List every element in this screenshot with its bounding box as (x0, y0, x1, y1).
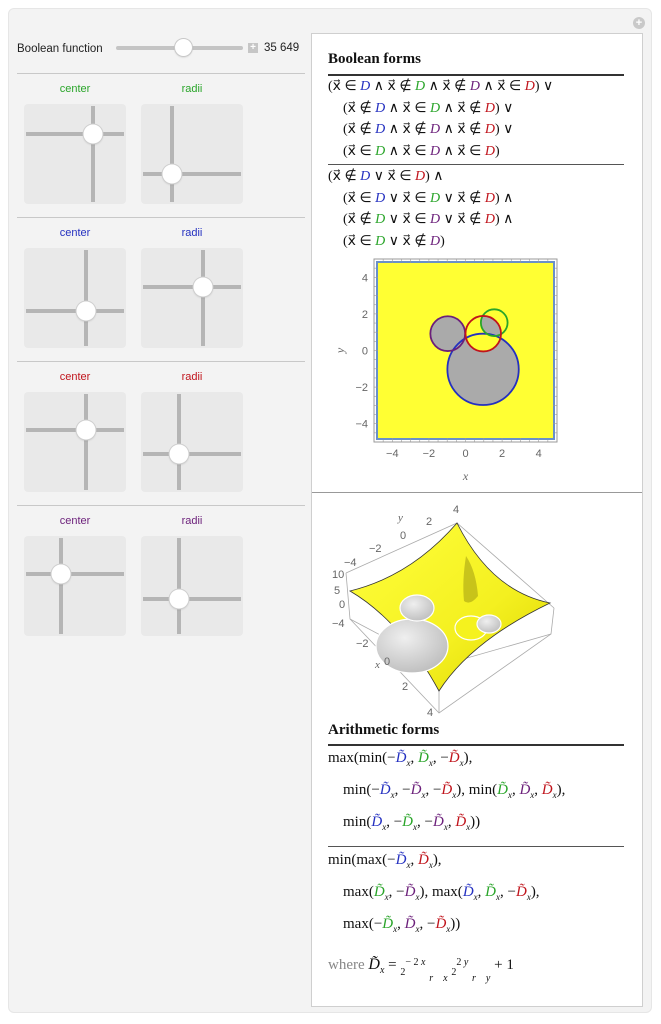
axis-tick-label: −2 (356, 638, 369, 650)
set-symbol-green: D (375, 212, 386, 227)
expression-line: $\min(\max(-D̃_x$, $D̃_x$), (328, 852, 442, 870)
separator (17, 73, 305, 74)
set-symbol-red: D (484, 212, 495, 227)
boolean-forms-title: Boolean forms (328, 51, 421, 67)
set-symbol-red: D̃ (417, 852, 429, 868)
set-symbol-green: D̃ (497, 782, 508, 798)
hole-purple (400, 595, 434, 621)
radii-label: radii (181, 371, 203, 383)
slider-knob[interactable] (84, 125, 103, 144)
set-symbol-blue: D̃ (395, 750, 407, 766)
set-symbol-red: D (415, 169, 426, 184)
slider-h-track (26, 428, 124, 432)
set-symbol-green: D (375, 143, 386, 159)
radii-label: radii (181, 227, 203, 239)
set-symbol-purple: D (469, 79, 480, 94)
expression-line: (x⃗ ∈ D ∧ x⃗ ∉ D ∧ x⃗ ∉ D ∧ x⃗ ∈ D) ∨ (328, 79, 554, 94)
x-tick-label: 0 (462, 448, 469, 460)
slider-knob[interactable] (194, 278, 213, 297)
axis-tick-label: 0 (339, 599, 346, 611)
center-2d-slider[interactable] (24, 248, 126, 348)
axis-tick-label: 0 (384, 656, 391, 668)
where-label: where (328, 957, 365, 973)
set-symbol-green: D̃ (417, 750, 429, 766)
y-tick-label: 0 (361, 345, 368, 358)
slider-knob[interactable] (51, 565, 70, 584)
expression-line: (x⃗ ∉ D ∧ x⃗ ∉ D ∧ x⃗ ∉ D) ∨ (343, 122, 514, 137)
slider-thumb[interactable] (175, 39, 192, 56)
set-symbol-purple: D (430, 143, 441, 159)
x-axis-label: x (462, 469, 469, 483)
set-symbol-blue: D (375, 190, 386, 206)
set-symbol-red: D̃ (541, 782, 553, 798)
set-symbol-red: D̃ (455, 814, 467, 830)
set-symbol-green: D (430, 190, 441, 206)
expression-line: (x⃗ ∉ D ∧ x⃗ ∈ D ∧ x⃗ ∉ D) ∨ (343, 100, 514, 116)
center-label: center (59, 515, 91, 527)
x-tick-label: −2 (422, 448, 436, 460)
radii-label: radii (181, 515, 203, 527)
slider-knob[interactable] (169, 590, 188, 609)
center-2d-slider[interactable] (24, 536, 126, 636)
slider-h-track (143, 285, 241, 289)
axis-tick-label: 2 (402, 681, 409, 693)
form-rule (328, 846, 624, 847)
set-symbol-blue: D̃ (371, 814, 383, 830)
set-symbol-purple: D (430, 233, 441, 249)
slider-knob[interactable] (162, 165, 181, 184)
axis-tick-label: 10 (332, 569, 345, 581)
set-symbol-purple: D̃ (404, 916, 416, 932)
slider-knob[interactable] (169, 445, 188, 464)
slider-knob[interactable] (77, 302, 96, 321)
set-symbol-purple: D̃ (519, 782, 531, 798)
set-symbol-purple: D (430, 212, 441, 227)
set-symbol-red: D (484, 190, 495, 206)
expression-line: (x⃗ ∈ D ∧ x⃗ ∈ D ∧ x⃗ ∈ D) (343, 143, 500, 159)
set-symbol-red: D (524, 79, 535, 94)
slider-h-track (143, 597, 241, 601)
region-plot-2d (320, 254, 570, 494)
y-tick-label: −2 (355, 382, 368, 395)
x-tick-label: 2 (499, 448, 506, 460)
y-axis-label: y (333, 347, 347, 354)
y-tick-label: 2 (361, 308, 368, 321)
set-symbol-green: D̃ (485, 884, 496, 900)
axis-tick-label: y (398, 512, 403, 524)
set-symbol-red: D (484, 143, 495, 159)
boolean-function-label: Boolean function (17, 43, 103, 55)
axis-tick-label: 5 (334, 585, 341, 597)
plot-separator (312, 492, 642, 493)
y-tick-label: 4 (361, 272, 368, 285)
d-tilde-symbol: $D̃_x$ (368, 956, 385, 977)
slider-expand-plus-icon[interactable]: + (248, 43, 258, 53)
slider-h-track (143, 172, 241, 176)
surface-plot-3d (320, 504, 590, 734)
output-panel (311, 33, 643, 1007)
form-rule (328, 164, 624, 165)
slider-v-track (177, 394, 181, 490)
exp-numerator-y: 2 y (456, 957, 469, 968)
set-symbol-green: D̃ (373, 884, 385, 900)
arithmetic-forms-title: Arithmetic forms (328, 722, 440, 738)
slider-knob[interactable] (77, 421, 96, 440)
separator (17, 217, 305, 218)
separator (17, 361, 305, 362)
set-symbol-blue: D (360, 169, 371, 184)
axis-tick-label: −4 (344, 557, 357, 569)
set-symbol-purple: D̃ (404, 884, 416, 900)
title-rule (328, 74, 624, 76)
center-2d-slider[interactable] (24, 392, 126, 492)
slider-v-track (201, 250, 205, 346)
exp-numerator-x: − 2 x (405, 957, 426, 968)
separator (17, 505, 305, 506)
expression-line: (x⃗ ∉ D ∨ x⃗ ∈ D ∨ x⃗ ∉ D) ∧ (343, 212, 514, 227)
slider-h-track (26, 309, 124, 313)
slider-h-track (143, 452, 241, 456)
expression-line: (x⃗ ∉ D ∨ x⃗ ∈ D) ∧ (328, 169, 444, 184)
axis-tick-label: x (375, 659, 380, 671)
expression-line: $\max(\min(-D̃_x$, $D̃_x$, $-D̃_x$), (328, 750, 473, 768)
center-label: center (59, 227, 91, 239)
radii-2d-slider[interactable] (141, 104, 243, 204)
exp-base: 2 (451, 967, 457, 978)
radii-2d-slider[interactable] (141, 248, 243, 348)
expression-line: $\max(D̃_x$, $-D̃_x$), $\max(D̃_x$, $D̃_x$, $-D̃_x$), (343, 884, 540, 902)
set-symbol-blue: D̃ (395, 852, 407, 868)
set-symbol-blue: D̃ (462, 884, 474, 900)
where-definition (328, 956, 514, 984)
set-symbol-red: D (484, 100, 495, 116)
radii-label: radii (181, 83, 203, 95)
set-symbol-green: D (375, 233, 386, 249)
slider-v-track (91, 106, 95, 202)
set-symbol-purple: D (430, 122, 441, 137)
axis-tick-label: 2 (426, 516, 433, 528)
slider-v-track (170, 106, 174, 202)
axis-tick-label: 4 (453, 504, 460, 516)
set-symbol-green: D̃ (402, 814, 413, 830)
set-symbol-purple: D̃ (410, 782, 422, 798)
set-symbol-green: D̃ (382, 916, 394, 932)
set-symbol-blue: D (375, 122, 386, 137)
radii-2d-slider[interactable] (141, 536, 243, 636)
set-symbol-red: D̃ (515, 884, 527, 900)
axis-tick-label: −4 (332, 618, 345, 630)
slider-v-track (84, 394, 88, 490)
expression-line: (x⃗ ∈ D ∨ x⃗ ∈ D ∨ x⃗ ∉ D) ∧ (343, 190, 514, 206)
options-plus-icon[interactable]: + (633, 17, 645, 29)
expression-line: $\max(-D̃_x$, $D̃_x$, $-D̃_x$)) (343, 916, 461, 934)
center-label: center (59, 371, 91, 383)
equals-sign: = (388, 957, 397, 973)
hole-green (477, 615, 501, 633)
expression-line: $\min(-D̃_x$, $-D̃_x$, $-D̃_x$), $\min(D̃_x$, $D̃_x$, $D̃_x$), (343, 782, 566, 800)
set-symbol-red: D̃ (448, 750, 460, 766)
set-symbol-green: D (430, 100, 441, 116)
slider-v-track (177, 538, 181, 634)
plus-one: + 1 (494, 957, 514, 973)
set-symbol-green: D (415, 79, 426, 94)
set-symbol-purple: D̃ (432, 814, 444, 830)
set-symbol-blue: D (360, 79, 371, 94)
set-symbol-red: D (484, 122, 495, 137)
x-tick-label: 4 (535, 448, 542, 460)
exp-denominator-y: r y (472, 973, 491, 984)
expression-line: (x⃗ ∈ D ∨ x⃗ ∉ D) (343, 233, 445, 249)
set-symbol-blue: D (375, 100, 386, 116)
axis-tick-label: 0 (400, 530, 407, 542)
exp-denominator-x: r x (429, 973, 448, 984)
slider-v-track (84, 250, 88, 346)
axis-tick-label: −2 (369, 543, 382, 555)
slider-value: 35 649 (264, 42, 300, 54)
expression-line: $\min(D̃_x$, $-D̃_x$, $-D̃_x$, $D̃_x$)) (343, 814, 481, 832)
y-tick-label: −4 (355, 418, 368, 431)
title-rule (328, 744, 624, 746)
radii-2d-slider[interactable] (141, 392, 243, 492)
set-symbol-red: D̃ (441, 782, 453, 798)
exp-base: 2 (400, 967, 406, 978)
slider-h-track (26, 132, 124, 136)
center-label: center (59, 83, 91, 95)
slider-v-track (59, 538, 63, 634)
set-symbol-red: D̃ (435, 916, 447, 932)
center-2d-slider[interactable] (24, 104, 126, 204)
set-symbol-blue: D̃ (379, 782, 391, 798)
axis-tick-label: 4 (427, 707, 434, 719)
slider-h-track (26, 572, 124, 576)
x-tick-label: −4 (386, 448, 399, 460)
